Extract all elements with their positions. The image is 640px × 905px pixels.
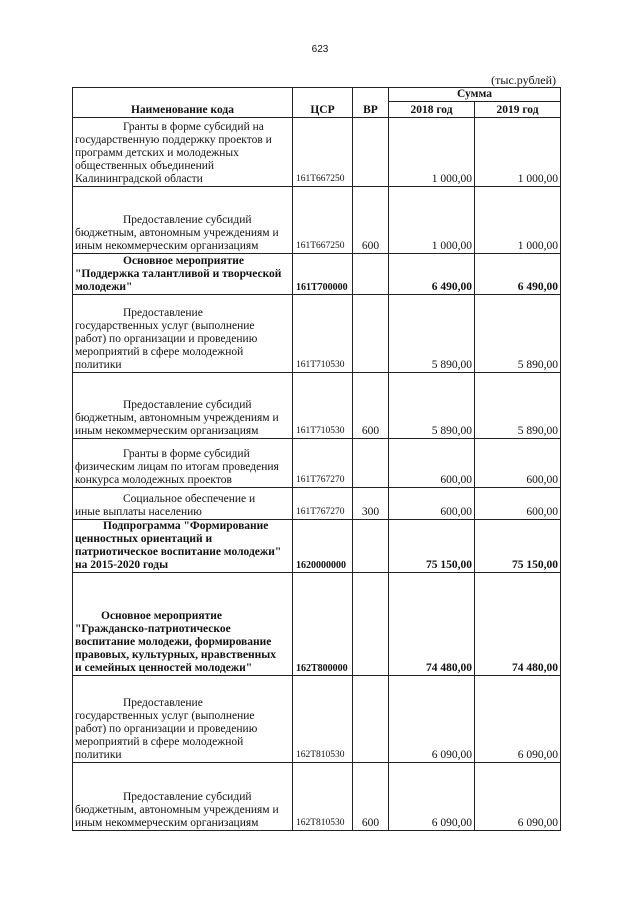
row-sum-2019: 1 000,00: [475, 187, 561, 254]
row-csr: 161Т667250: [293, 118, 353, 187]
row-name-line: программ детских и молодежных: [75, 147, 239, 159]
row-name-line: патриотическое воспитание молодежи": [75, 546, 282, 558]
row-name-line: иным некоммерческим организациям: [75, 240, 259, 252]
table-row: [73, 676, 561, 763]
row-name-line: государственную поддержку проектов и: [75, 134, 272, 146]
row-name-line: воспитание молодежи, формирование: [75, 636, 272, 648]
row-name: [73, 676, 293, 763]
row-csr: 162Т810530: [293, 763, 353, 831]
header-sum: Сумма: [389, 88, 561, 102]
row-csr: 162Т800000: [293, 573, 353, 676]
header-year-2018: 2018 год: [389, 102, 475, 118]
row-name-line: Социальное обеспечение и: [123, 493, 256, 505]
row-sum-2019: 74 480,00: [475, 573, 561, 676]
row-name-line: Основное мероприятие: [123, 255, 245, 267]
row-sum-2019: 5 890,00: [475, 295, 561, 373]
row-vr: 600: [353, 187, 389, 254]
row-sum-2018: 6 490,00: [389, 254, 475, 295]
row-name-line: конкурса молодежных проектов: [75, 474, 232, 486]
row-vr: [353, 295, 389, 373]
row-name-line: общественных объединений: [75, 160, 215, 172]
row-name-line: иным некоммерческим организациям: [75, 817, 259, 829]
row-sum-2018: 5 890,00: [389, 295, 475, 373]
row-name-line: Основное мероприятие: [101, 610, 223, 622]
row-name-line: и семейных ценностей молодежи": [75, 662, 253, 674]
row-sum-2018: 75 150,00: [389, 520, 475, 573]
row-name-line: государственных услуг (выполнение: [75, 320, 255, 332]
table-row: [73, 254, 561, 295]
row-sum-2018: 6 090,00: [389, 763, 475, 831]
row-name-line: бюджетным, автономным учреждениям и: [75, 412, 279, 424]
row-name-line: Предоставление субсидий: [123, 791, 252, 803]
row-vr: [353, 573, 389, 676]
row-name-line: Гранты в форме субсидий: [123, 448, 250, 460]
page-number: 623: [311, 44, 329, 55]
row-name-line: Подпрограмма "Формирование: [103, 520, 269, 532]
row-name-line: работ) по организации и проведению: [75, 723, 258, 735]
row-sum-2019: 1 000,00: [475, 118, 561, 187]
row-sum-2019: 6 090,00: [475, 763, 561, 831]
units-label: (тыс.рублей): [491, 73, 556, 87]
row-csr: 161Т700000: [293, 254, 353, 295]
row-name-line: бюджетным, автономным учреждениям и: [75, 227, 279, 239]
row-sum-2018: 74 480,00: [389, 573, 475, 676]
row-sum-2019: 600,00: [475, 488, 561, 520]
row-name-line: молодежи": [75, 281, 133, 293]
row-sum-2018: 600,00: [389, 439, 475, 488]
row-name-line: Предоставление: [123, 697, 203, 709]
row-sum-2018: 6 090,00: [389, 676, 475, 763]
table-row: [73, 118, 561, 187]
row-name: [73, 254, 293, 295]
row-name-line: политики: [75, 749, 122, 761]
table-row: [73, 520, 561, 573]
row-csr: 162Т810530: [293, 676, 353, 763]
row-name-line: Предоставление субсидий: [123, 399, 252, 411]
row-name: [73, 295, 293, 373]
row-name-line: политики: [75, 359, 122, 371]
row-name: [73, 488, 293, 520]
row-sum-2019: 600,00: [475, 439, 561, 488]
row-name: [73, 118, 293, 187]
row-sum-2019: 75 150,00: [475, 520, 561, 573]
table-row: [73, 488, 561, 520]
header-csr: ЦСР: [293, 88, 353, 118]
budget-table: [72, 87, 561, 831]
row-name: [73, 373, 293, 439]
row-vr: [353, 439, 389, 488]
row-sum-2019: 6 490,00: [475, 254, 561, 295]
row-name: [73, 763, 293, 831]
table-row: [73, 573, 561, 676]
table-row: [73, 439, 561, 488]
row-name-line: бюджетным, автономным учреждениям и: [75, 804, 279, 816]
table-row: [73, 373, 561, 439]
row-name-line: правовых, культурных, нравственных: [75, 649, 276, 661]
row-name-line: работ) по организации и проведению: [75, 333, 258, 345]
row-sum-2019: 6 090,00: [475, 676, 561, 763]
row-csr: 161Т710530: [293, 373, 353, 439]
row-name-line: мероприятий в сфере молодежной: [75, 736, 244, 748]
row-vr: 300: [353, 488, 389, 520]
row-sum-2019: 5 890,00: [475, 373, 561, 439]
row-csr: 1620000000: [293, 520, 353, 573]
table-body: [73, 118, 561, 831]
row-vr: 600: [353, 373, 389, 439]
row-name-line: иным некоммерческим организациям: [75, 425, 259, 437]
row-csr: 161Т667250: [293, 187, 353, 254]
row-csr: 161Т767270: [293, 439, 353, 488]
row-name-line: Калининградской области: [75, 173, 203, 185]
row-vr: [353, 118, 389, 187]
header-year-2019: 2019 год: [475, 102, 561, 118]
row-name-line: ценностных ориентаций и: [75, 533, 213, 545]
row-name-line: Предоставление: [123, 307, 203, 319]
row-vr: [353, 520, 389, 573]
row-sum-2018: 1 000,00: [389, 118, 475, 187]
row-name-line: иные выплаты населению: [75, 506, 202, 518]
row-name-line: "Поддержка талантливой и творческой: [75, 268, 282, 280]
table-row: [73, 187, 561, 254]
row-csr: 161Т767270: [293, 488, 353, 520]
row-name-line: на 2015-2020 годы: [75, 559, 169, 571]
header-name: Наименование кода: [73, 88, 293, 118]
row-vr: [353, 254, 389, 295]
row-name: [73, 573, 293, 676]
row-name-line: Предоставление субсидий: [123, 214, 252, 226]
table-row: [73, 763, 561, 831]
row-sum-2018: 5 890,00: [389, 373, 475, 439]
row-name-line: Гранты в форме субсидий на: [123, 121, 264, 133]
row-name: [73, 439, 293, 488]
row-name-line: государственных услуг (выполнение: [75, 710, 255, 722]
row-csr: 161Т710530: [293, 295, 353, 373]
row-name-line: мероприятий в сфере молодежной: [75, 346, 244, 358]
row-sum-2018: 1 000,00: [389, 187, 475, 254]
header-vr: ВР: [353, 88, 389, 118]
row-sum-2018: 600,00: [389, 488, 475, 520]
table-row: [73, 295, 561, 373]
row-name-line: физическим лицам по итогам проведения: [75, 461, 279, 473]
row-vr: [353, 676, 389, 763]
row-name: [73, 187, 293, 254]
row-name: [73, 520, 293, 573]
row-vr: 600: [353, 763, 389, 831]
row-name-line: "Гражданско-патриотическое: [75, 623, 231, 635]
